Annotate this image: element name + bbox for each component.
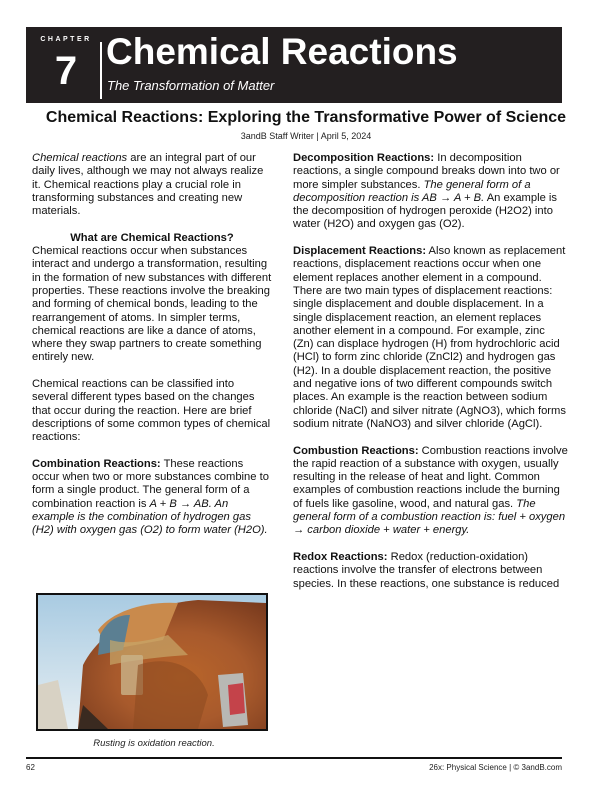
rusty-car-image bbox=[38, 595, 266, 729]
footer-rule bbox=[26, 757, 562, 759]
definition-paragraph: Chemical reactions occur when substances interact and undergo a transformation, resulting in the formation of new substances with different properties. These reactions involve the breaking and forming of chemical bonds, leading to the rearrangement of atoms. In simpler terms, chemical reactions are like a dance of atoms, where they swap partners to create something entirely new. bbox=[32, 245, 272, 364]
combustion-text: Combustion reactions involve the rapid reaction of a substance with oxygen, usually resulting in the release of heat and light. Common examples of combustion reactions include the burning of fuels like gasoline, wood, and natural gas. bbox=[293, 444, 568, 510]
combination-label: Combination Reactions: bbox=[32, 457, 161, 470]
displacement-label: Displacement Reactions: bbox=[293, 245, 427, 258]
chapter-label: CHAPTER bbox=[40, 36, 92, 43]
decomposition-text-2: An example is the decomposition of hydrogen peroxide (H2O2) into water (H2O) and oxygen gas (O2). bbox=[293, 191, 557, 231]
redox-paragraph bbox=[293, 551, 568, 591]
section-heading: What are Chemical Reactions? bbox=[70, 231, 234, 244]
redox-text: Redox (reduction-oxidation) reactions involve the transfer of electrons between species. In these reactions, one substance is reduced bbox=[293, 550, 560, 590]
header-divider bbox=[100, 42, 102, 99]
displacement-text: Also known as replacement reactions, displacement reactions occur when one element replaces another element in a compound. There are two main types of displacement reactions: single displacement and double displacement. In a single displacement reaction, an element replaces another element in a compound. For example, zinc (Zn) can displace hydrogen (H) from hydrochloric acid (HCl) to form zinc chloride (ZnCl2) and hydrogen gas (H2). In a double displacement reaction, the positive and negative ions of two different compounds switch places. An example is the reaction between sodium chloride (NaCl) and silver nitrate (AgNO3), which forms sodium nitrate (NaNO3) and silver chloride (AgCl). bbox=[293, 245, 566, 430]
intro-paragraph bbox=[32, 152, 272, 218]
left-column bbox=[32, 152, 272, 551]
rusty-car-photo bbox=[36, 593, 268, 731]
combination-italic: A + B → AB. An example is the combination of hydrogen gas (H2) with oxygen gas (O2) to form water (H2O). bbox=[32, 497, 268, 537]
combination-text: These reactions occur when two or more substances combine to form a single product. The general form of a combination reaction is bbox=[32, 457, 269, 510]
redox-label: Redox Reactions: bbox=[293, 550, 388, 563]
byline: 3andB Staff Writer | April 5, 2024 bbox=[240, 131, 372, 141]
combination-paragraph bbox=[32, 458, 272, 538]
decomposition-label: Decomposition Reactions: bbox=[293, 152, 435, 164]
chapter-number: 7 bbox=[54, 49, 78, 93]
classification-paragraph: Chemical reactions can be classified into several different types based on the changes that occur during the reaction. Here are brief descriptions of some common types of chemical reactions: bbox=[32, 378, 271, 444]
article-title: Chemical Reactions: Exploring the Transformative Power of Science bbox=[45, 109, 567, 126]
intro-lead: Chemical reactions bbox=[32, 152, 128, 164]
footer-credit: 26x: Physical Science | © 3andB.com bbox=[429, 763, 562, 772]
displacement-paragraph bbox=[293, 245, 568, 431]
figure-caption: Rusting is oxidation reaction. bbox=[93, 738, 215, 749]
intro-text: are an integral part of our daily lives, although we may not always realize it. Chemical reactions play a crucial role in transforming substances and creating new materials. bbox=[32, 152, 264, 218]
combustion-italic: The general form of a combustion reaction is: fuel + oxygen → carbon dioxide + water + energy. bbox=[293, 497, 566, 537]
chapter-header bbox=[26, 27, 562, 103]
chapter-title: Chemical Reactions bbox=[106, 31, 458, 72]
decomposition-italic: The general form of a decomposition reaction is AB → A + B. bbox=[293, 178, 531, 204]
right-column bbox=[293, 152, 568, 604]
combustion-paragraph bbox=[293, 445, 568, 538]
decomposition-text: In decomposition reactions, a single compound breaks down into two or more simpler substances. bbox=[293, 152, 560, 191]
chapter-subtitle: The Transformation of Matter bbox=[107, 78, 275, 93]
page-number: 62 bbox=[26, 763, 35, 772]
decomposition-paragraph bbox=[293, 152, 568, 232]
combustion-label: Combustion Reactions: bbox=[293, 444, 419, 457]
